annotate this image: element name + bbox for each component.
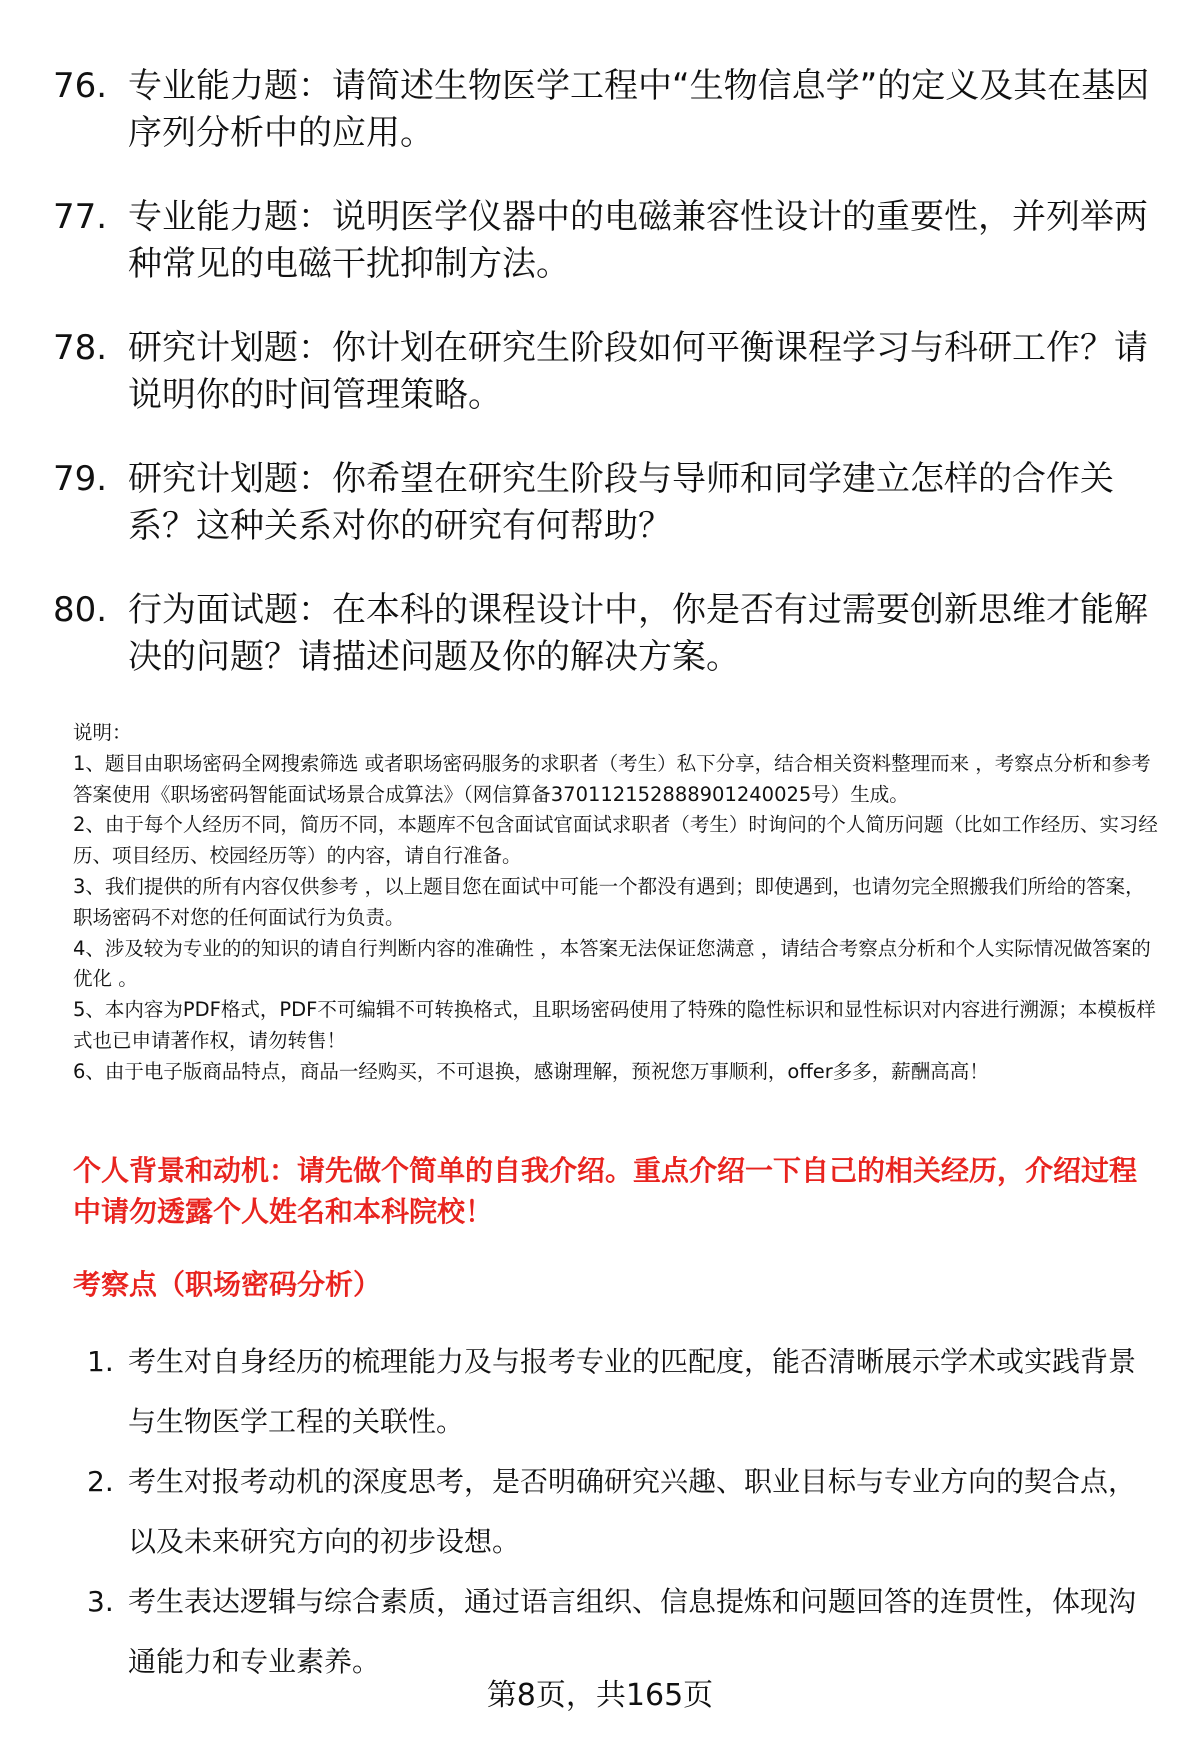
list-text: 考生表达逻辑与综合素质，通过语言组织、信息提炼和问题回答的连贯性，体现沟通能力和专业素养。 — [128, 1585, 1137, 1678]
note-item: 5、本内容为PDF格式，PDF不可编辑不可转换格式，且职场密码使用了特殊的隐性标识和显性标识对内容进行溯源；本模板样式也已申请著作权，请勿转售！ — [73, 998, 1156, 1052]
question-number: 76. — [53, 66, 108, 106]
note-item: 2、由于每个人经历不同，简历不同，本题库不包含面试官面试求职者（考生）时询问的个人简历问题（比如工作经历、实习经历、项目经历、校园经历等）的内容，请自行准备。 — [73, 813, 1158, 868]
note-item: 3、我们提供的所有内容仅供参考 ，以上题目您在面试中可能一个都没有遇到；即使遇到，也请勿完全照搬我们所给的答案，职场密码不对您的任何面试行为负责。 — [73, 874, 1145, 929]
question-79 — [53, 456, 1153, 550]
question-78 — [53, 325, 1153, 419]
question-text: 研究计划题：你希望在研究生阶段与导师和同学建立怎样的合作关系？这种关系对你的研究有何帮助？ — [128, 459, 1114, 546]
list-number: 3. — [87, 1585, 114, 1618]
page-number: 第8页，共165页 — [486, 1678, 714, 1713]
note-item: 4、涉及较为专业的的知识的请自行判断内容的准确性 ，本答案无法保证您满意 ，请结合考察点分析和个人实际情况做答案的优化 。 — [73, 936, 1151, 991]
note-item: 6、由于电子版商品特点，商品一经购买，不可退换，感谢理解，预祝您万事顺利，offer多多，薪酬高高！ — [73, 1059, 989, 1083]
question-text: 研究计划题：你计划在研究生阶段如何平衡课程学习与科研工作？请说明你的时间管理策略。 — [128, 328, 1148, 415]
assessment-title: 考察点（职场密码分析） — [73, 1268, 382, 1301]
question-76 — [53, 63, 1153, 157]
question-number: 80. — [53, 590, 108, 630]
question-text: 专业能力题：说明医学仪器中的电磁兼容性设计的重要性，并列举两种常见的电磁干扰抑制方法。 — [128, 197, 1148, 284]
question-number: 79. — [53, 459, 108, 499]
question-text: 行为面试题：在本科的课程设计中，你是否有过需要创新思维才能解决的问题？请描述问题及你的解决方案。 — [128, 590, 1148, 677]
list-text: 考生对自身经历的梳理能力及与报考专业的匹配度，能否清晰展示学术或实践背景与生物医学工程的关联性。 — [128, 1345, 1137, 1438]
list-number: 2. — [87, 1465, 114, 1498]
question-number: 77. — [53, 197, 108, 237]
list-item — [87, 1572, 1147, 1692]
notes-section — [73, 718, 1163, 1088]
question-77 — [53, 194, 1153, 288]
notes-title: 说明： — [73, 721, 132, 744]
list-number: 1. — [87, 1345, 114, 1378]
note-item: 1、题目由职场密码全网搜索筛选 或者职场密码服务的求职者（考生）私下分享，结合相关资料整理而来 ，考察点分析和参考答案使用《职场密码智能面试场景合成算法》（网信算备370112152888901240025号）生成。 — [73, 751, 1151, 806]
list-text: 考生对报考动机的深度思考，是否明确研究兴趣、职业目标与专业方向的契合点，以及未来研究方向的初步设想。 — [128, 1465, 1137, 1558]
question-number: 78. — [53, 328, 108, 368]
list-item — [87, 1332, 1147, 1452]
assessment-list — [87, 1332, 1147, 1692]
question-text: 专业能力题：请简述生物医学工程中“生物信息学”的定义及其在基因序列分析中的应用。 — [128, 66, 1150, 153]
question-80 — [53, 587, 1153, 681]
background-question-heading: 个人背景和动机：请先做个简单的自我介绍。重点介绍一下自己的相关经历，介绍过程中请勿透露个人姓名和本科院校！ — [73, 1154, 1138, 1228]
list-item — [87, 1452, 1147, 1572]
